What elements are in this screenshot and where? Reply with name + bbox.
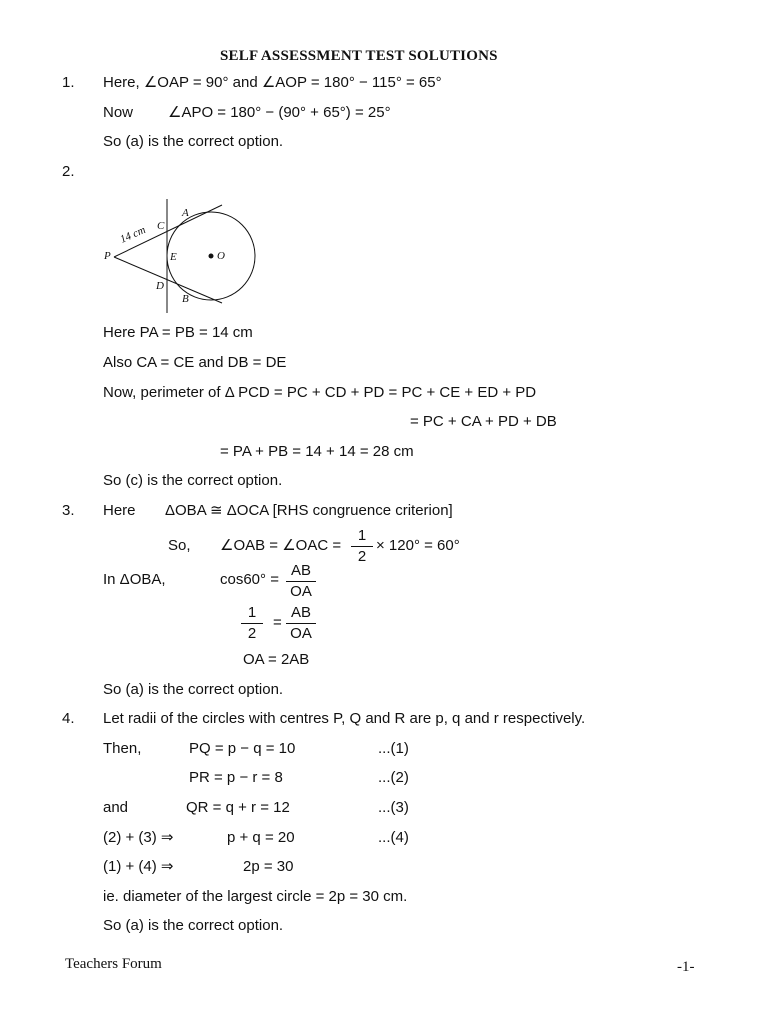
solution-line: So (a) is the correct option.	[103, 681, 284, 698]
solution-line: Also CA = CE and DB = DE	[103, 354, 287, 371]
fraction-ab-oa: AB OA	[286, 562, 316, 601]
solution-line: Then,	[103, 740, 142, 757]
label-e: E	[170, 251, 177, 263]
solution-line: Now, perimeter of Δ PCD = PC + CD + PD = PC + CE + ED + PD	[103, 384, 537, 401]
equation: p + q = 20	[227, 829, 295, 846]
solution-line: So,	[168, 537, 191, 554]
equation: 2p = 30	[243, 858, 294, 875]
solution-line: = PA + PB = 14 + 14 = 28 cm	[220, 443, 414, 460]
equation-ref: ...(4)	[378, 829, 409, 846]
equation: QR = q + r = 12	[186, 799, 290, 816]
solution-line: ∠OAB = ∠OAC =	[220, 537, 342, 554]
solution-line: (1) + (4) ⇒	[103, 858, 174, 875]
label-b: B	[182, 293, 189, 305]
solution-line: and	[103, 799, 129, 816]
solution-line: Let radii of the circles with centres P, Q and R are p, q and r respectively.	[103, 710, 586, 727]
solution-line: Now	[103, 104, 134, 121]
equation: PR = p − r = 8	[189, 769, 283, 786]
solution-line: × 120° = 60°	[376, 537, 460, 554]
solution-line: Here	[103, 502, 136, 519]
equation-ref: ...(3)	[378, 799, 409, 816]
solution-line: So (a) is the correct option.	[103, 133, 284, 150]
solution-line: So (c) is the correct option.	[103, 472, 283, 489]
question-number: 2.	[62, 163, 75, 180]
solution-line: ΔOBA ≅ ΔOCA [RHS congruence criterion]	[165, 502, 453, 519]
equals-sign: =	[273, 614, 282, 631]
label-o: O	[217, 250, 225, 262]
equation-ref: ...(2)	[378, 769, 409, 786]
label-p: P	[104, 250, 111, 262]
solution-line: So (a) is the correct option.	[103, 917, 284, 934]
page-number: -1-	[677, 959, 695, 975]
fraction-half: 1 2	[351, 527, 373, 566]
solution-line: ∠APO = 180° − (90° + 65°) = 25°	[168, 104, 391, 121]
question-number: 4.	[62, 710, 75, 727]
solution-line: cos60° =	[220, 571, 279, 588]
solution-line: Here PA = PB = 14 cm	[103, 324, 253, 341]
label-length: 14 cm	[118, 223, 148, 246]
solution-line: OA = 2AB	[243, 651, 310, 668]
label-a: A	[182, 207, 189, 219]
solution-line: Here, ∠OAP = 90° and ∠AOP = 180° − 115° = 65°	[103, 74, 442, 91]
question-number: 1.	[62, 74, 75, 91]
solution-line: = PC + CA + PD + DB	[410, 413, 557, 430]
solution-line: In ΔOBA,	[103, 571, 166, 588]
page-title: SELF ASSESSMENT TEST SOLUTIONS	[220, 48, 498, 64]
label-c: C	[157, 220, 165, 232]
solution-line: ie. diameter of the largest circle = 2p = 30 cm.	[103, 888, 408, 905]
label-d: D	[156, 280, 164, 292]
fraction-half: 1 2	[241, 604, 263, 643]
solution-line: (2) + (3) ⇒	[103, 829, 174, 846]
centre-point	[209, 254, 214, 259]
equation-ref: ...(1)	[378, 740, 409, 757]
question-number: 3.	[62, 502, 75, 519]
fraction-ab-oa: AB OA	[286, 604, 316, 643]
footer-publisher: Teachers Forum	[65, 956, 162, 972]
equation: PQ = p − q = 10	[189, 740, 296, 757]
tangent-circle-figure	[100, 195, 270, 315]
